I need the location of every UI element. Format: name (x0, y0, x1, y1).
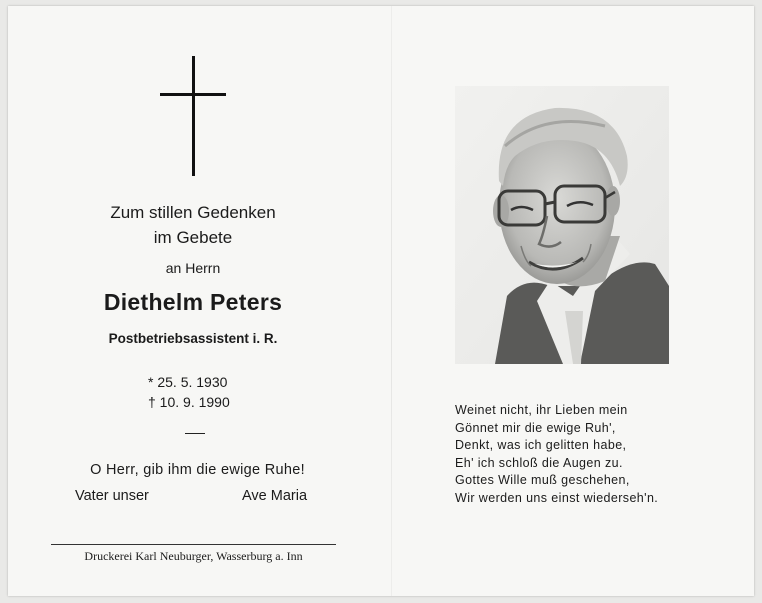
poem-line: Gottes Wille muß geschehen, (455, 473, 630, 488)
printer-rule (51, 544, 336, 545)
occupation: Postbetriebsassistent i. R. (108, 331, 278, 346)
poem (455, 402, 658, 508)
poem-line: Eh' ich schloß die Augen zu. (455, 455, 623, 470)
heading-line-1: Zum stillen Gedenken (110, 203, 276, 222)
poem-line: Wir werden uns einst wiederseh'n. (455, 490, 659, 505)
heading-line-2: im Gebete (153, 228, 233, 247)
cross-icon (160, 56, 226, 176)
memorial-card (8, 6, 754, 596)
deceased-name: Diethelm Peters (103, 289, 283, 315)
fold-line (391, 6, 392, 596)
addressee: an Herrn (165, 260, 221, 276)
prayer-ave-maria: Ave Maria (242, 488, 308, 504)
poem-line: Gönnet mir die ewige Ruh', (455, 420, 616, 435)
printer-credit: Druckerei Karl Neuburger, Wasserburg a. Inn (84, 549, 303, 563)
prayer-line: O Herr, gib ihm die ewige Ruhe! (90, 462, 305, 478)
poem-line: Denkt, was ich gelitten habe, (455, 438, 627, 453)
birth-date: * 25. 5. 1930 (148, 374, 228, 390)
prayer-vater-unser: Vater unser (75, 488, 149, 504)
divider (185, 433, 205, 434)
poem-line: Weinet nicht, ihr Lieben mein (455, 403, 628, 417)
death-date: † 10. 9. 1990 (148, 394, 230, 410)
portrait-photo (455, 86, 669, 364)
